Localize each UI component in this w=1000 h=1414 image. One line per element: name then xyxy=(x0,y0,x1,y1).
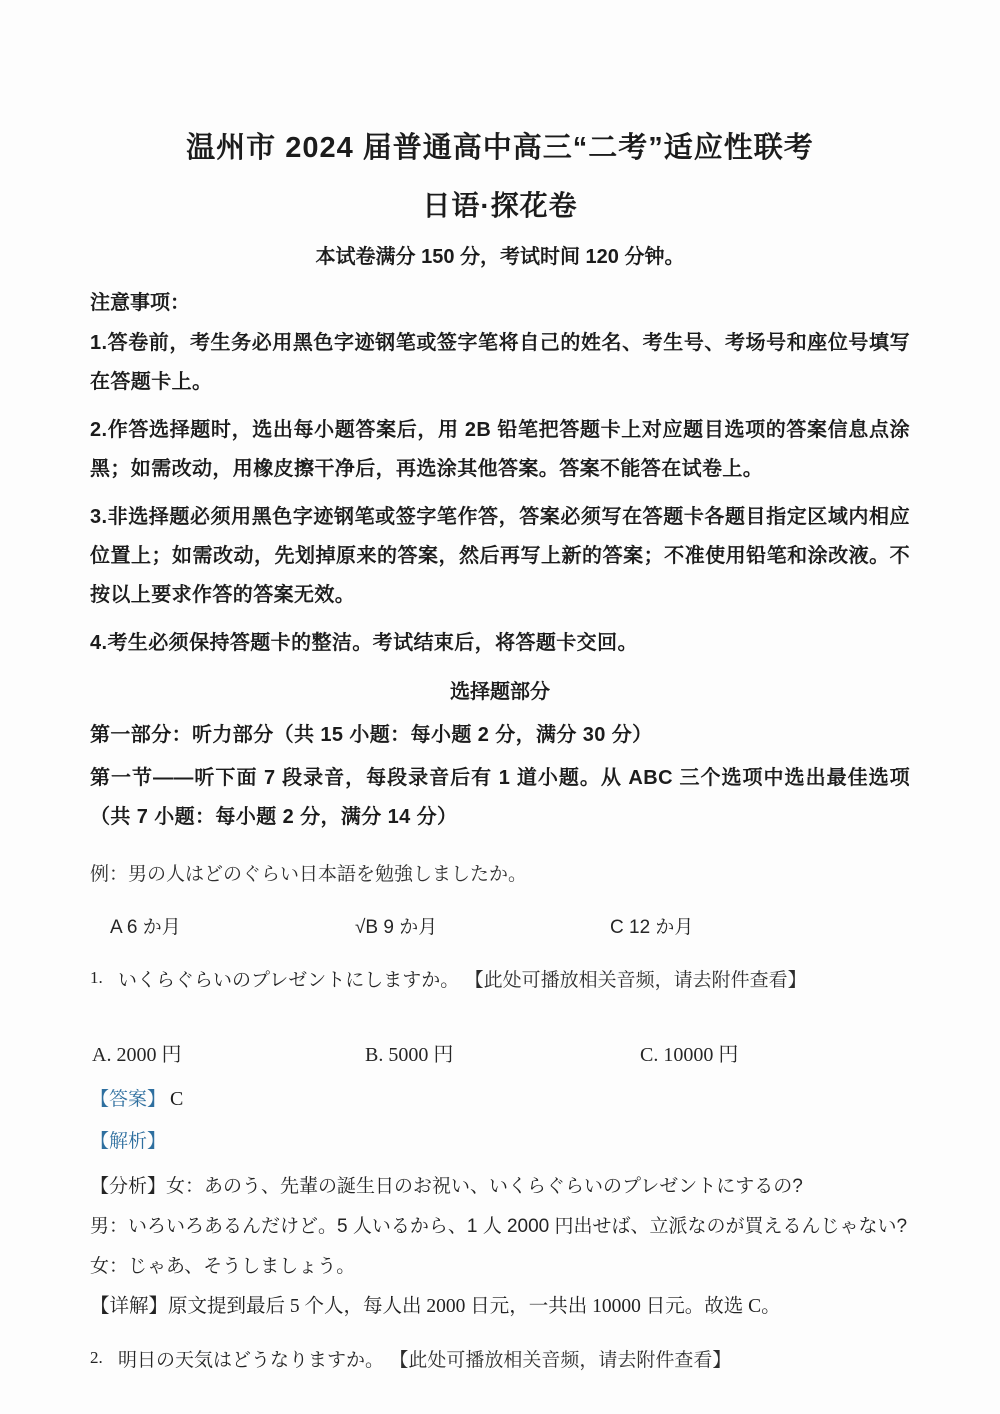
page-title: 温州市 2024 届普通高中高三“二考”适应性联考 xyxy=(186,132,814,164)
question-1-text: いくらぐらいのプレゼントにしますか。 xyxy=(118,969,460,991)
question-1-options-row xyxy=(90,1038,910,1067)
notice-item-2: 2.作答选择题时，选出每小题答案后，用 2B 铅笔把答题卡上对应题目选项的答案信息点涂黑；如需改动，用橡皮擦干净后，再选涂其他答案。答案不能答在试卷上。 xyxy=(90,418,910,480)
example-option-c: C 12 か月 xyxy=(610,916,694,938)
explain-row xyxy=(90,1287,910,1327)
notice-item-3: 3.非选择题必须用黑色字迹钢笔或签字笔作答，答案必须写在答题卡各题目指定区域内相应位置上；如需改动，先划掉原来的答案，然后再写上新的答案；不准使用铅笔和涂改液。不按以上要求作答的答案无效。 xyxy=(90,505,910,606)
notice-item-1: 1.答卷前，考生务必用黑色字迹钢笔或签字笔将自己的姓名、考生号、考场号和座位号填写在答题卡上。 xyxy=(90,331,910,393)
question-2-row xyxy=(90,1338,910,1381)
question-1-audio-note: 【此处可播放相关音频，请去附件查看】 xyxy=(464,969,807,991)
analysis-label: 【分析】 xyxy=(90,1175,167,1197)
dialog-line-2: 男：いろいろあるんだけど。5 人いるから、1 人 2000 円出せば、立派なのが買えるんじゃない? xyxy=(90,1215,908,1237)
question-2-text: 明日の天気はどうなりますか。 xyxy=(118,1349,385,1371)
section-heading: 选择题部分 xyxy=(450,680,550,703)
example-options-row xyxy=(90,912,910,939)
exam-info: 本试卷满分 150 分，考试时间 120 分钟。 xyxy=(315,245,685,268)
section1-heading: 第一节——听下面 7 段录音，每段录音后有 1 道小题。从 ABC 三个选项中选出最佳选项（共 7 小题：每小题 2 分，满分 14 分） xyxy=(90,766,910,828)
question-1-option-a: A. 2000 円 xyxy=(92,1043,182,1066)
example-option-b-checked: √B 9 か月 xyxy=(355,916,438,938)
explain-text: 原文提到最后 5 个人，每人出 2000 日元，一共出 10000 日元。故选 C。 xyxy=(168,1295,781,1317)
question-2-audio-note: 【此处可播放相关音频，请去附件查看】 xyxy=(389,1349,732,1371)
dialog-line-1 xyxy=(90,1167,910,1207)
question-1-option-c: C. 10000 円 xyxy=(640,1043,739,1066)
question-2-number: 2. xyxy=(90,1347,103,1367)
dialog-line-3: 女：じゃあ、そうしましょう。 xyxy=(90,1255,356,1277)
analysis-dialog xyxy=(90,1167,910,1381)
notice-heading: 注意事项： xyxy=(90,291,190,314)
answer-label: 【答案】 xyxy=(90,1088,167,1110)
question-1-number: 1. xyxy=(90,967,103,987)
answer-value: C xyxy=(170,1087,184,1110)
analysis-section-label: 【解析】 xyxy=(90,1130,167,1152)
example-question: 例：男の人はどのぐらい日本語を勉強しましたか。 xyxy=(90,863,528,885)
part1-heading: 第一部分：听力部分（共 15 小题：每小题 2 分，满分 30 分） xyxy=(90,723,653,746)
example-option-a: A 6 か月 xyxy=(110,916,181,938)
question-1-option-b: B. 5000 円 xyxy=(365,1043,454,1066)
dialog-text-1: 女：あのう、先輩の誕生日のお祝い、いくらぐらいのプレゼントにするの? xyxy=(166,1175,803,1197)
answer-row xyxy=(90,1084,910,1111)
page-subtitle: 日语·探花卷 xyxy=(422,189,578,221)
notice-item-4: 4.考生必须保持答题卡的整洁。考试结束后，将答题卡交回。 xyxy=(90,631,638,654)
question-1-row xyxy=(90,965,910,992)
explain-label: 【详解】 xyxy=(90,1295,169,1317)
